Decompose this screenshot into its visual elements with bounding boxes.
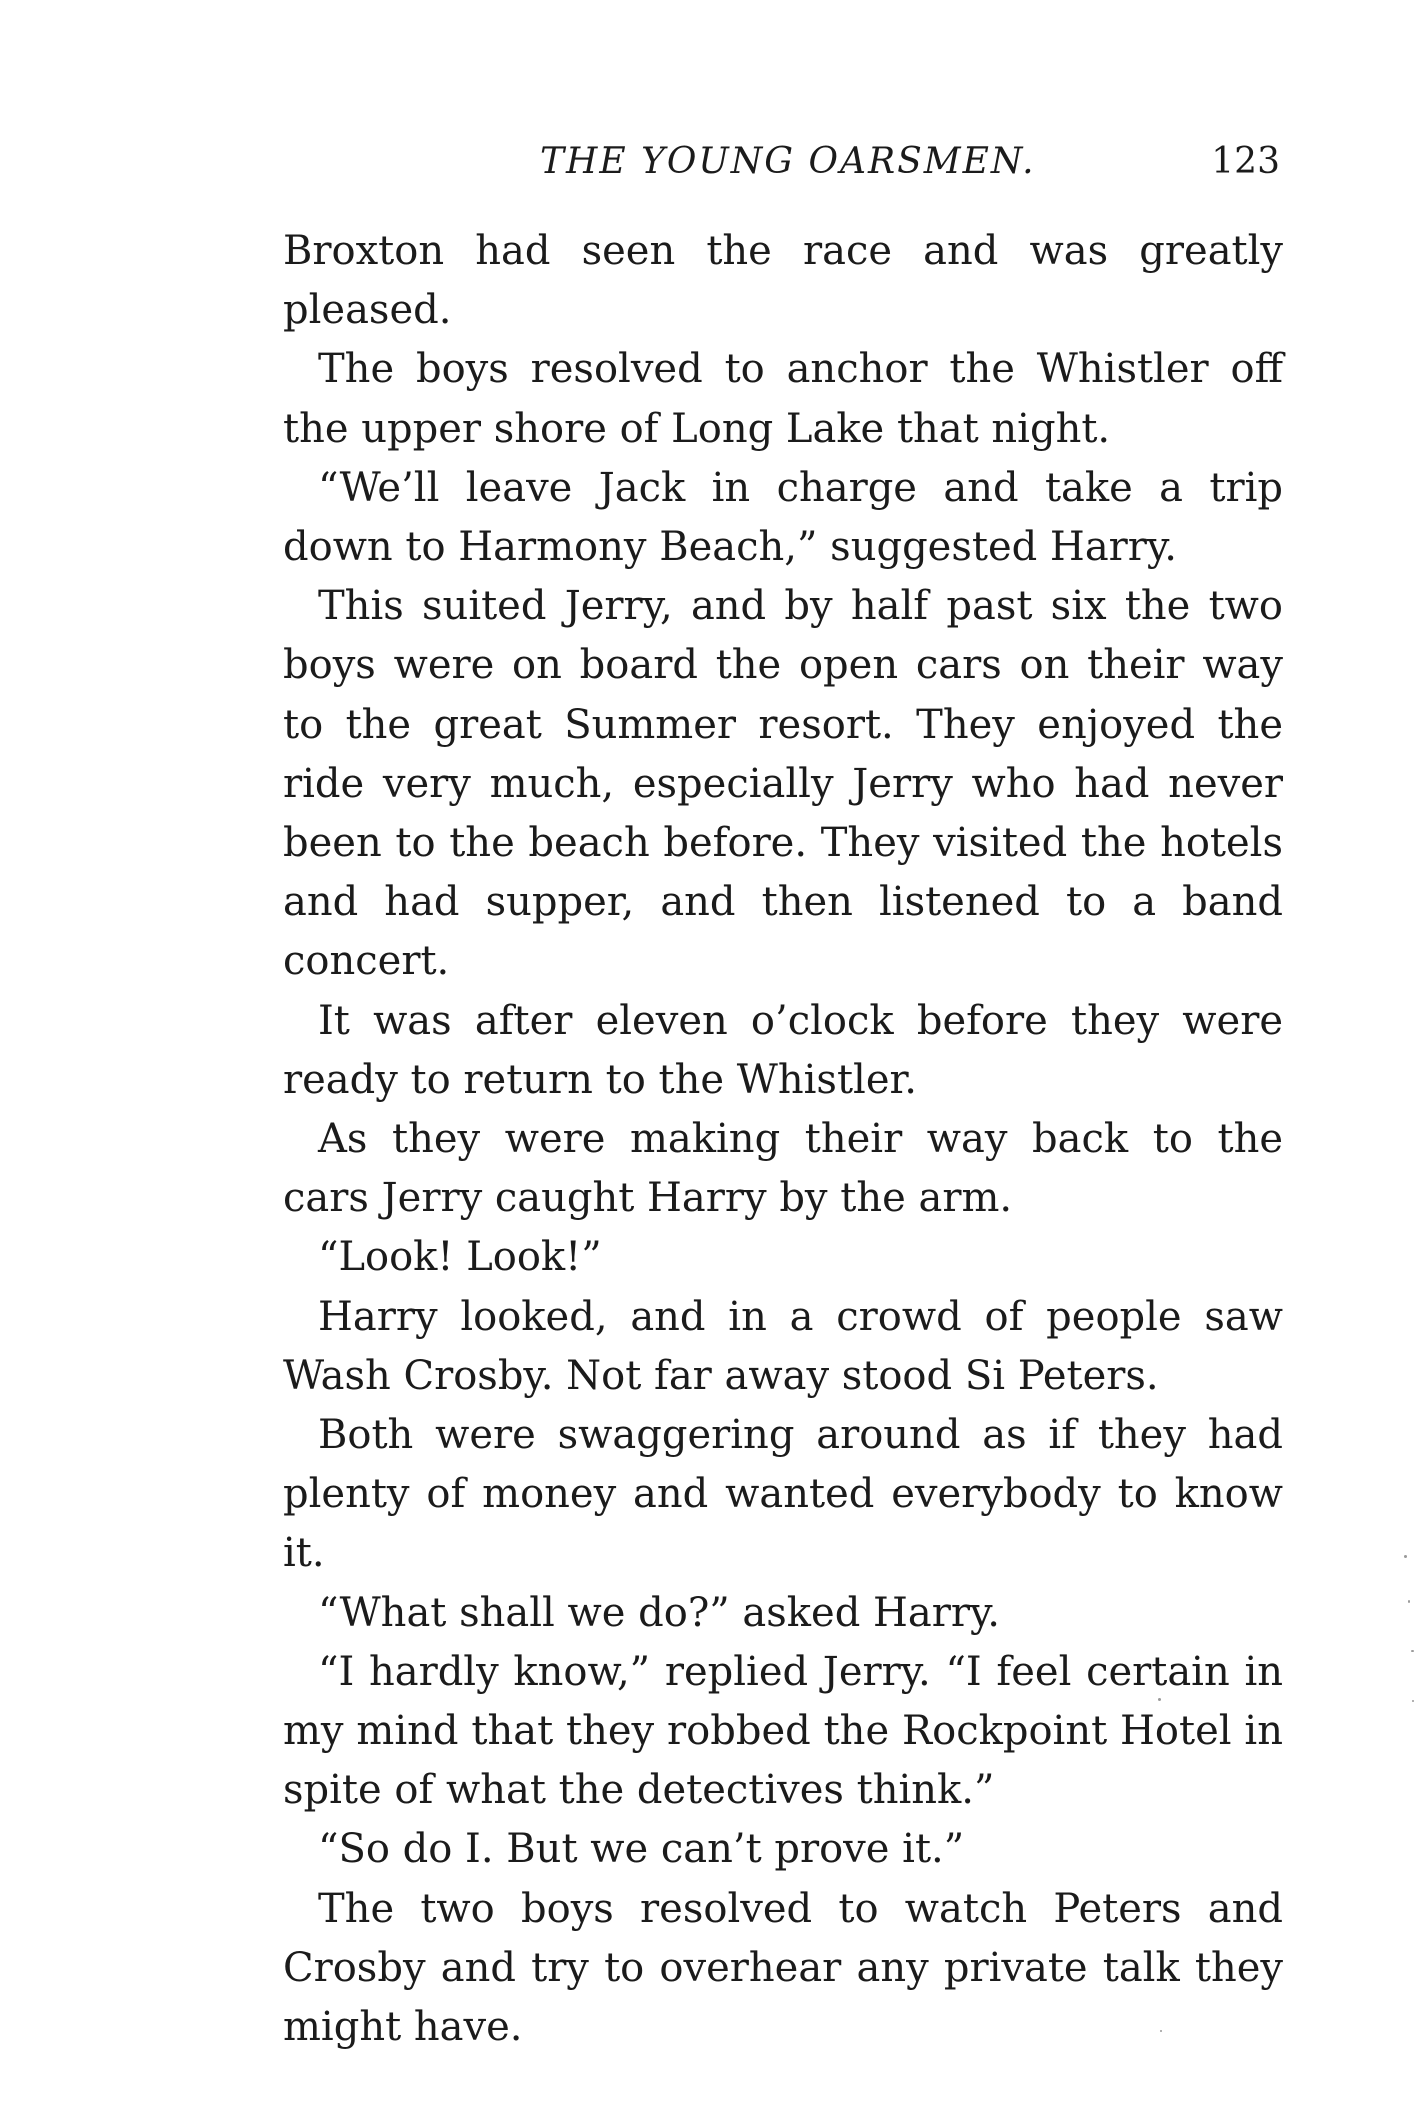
- paper-speck: [1404, 1555, 1407, 1558]
- paper-speck: [1160, 2030, 1162, 2032]
- paragraph: As they were making their way back to the cars Jerry caught Harry by the arm.: [283, 1116, 1283, 1222]
- paper-speck: [1158, 1698, 1161, 1701]
- body-text: [283, 222, 1283, 2057]
- paragraph: “Look! Look!”: [318, 1234, 602, 1281]
- paragraph: “We’ll leave Jack in charge and take a trip down to Harmony Beach,” suggested Harry.: [283, 464, 1283, 571]
- paragraph: Harry looked, and in a crowd of people saw Wash Crosby. Not far away stood Si Peters.: [283, 1293, 1283, 1399]
- paragraph: The boys resolved to anchor the Whistler off the upper shore of Long Lake that night.: [283, 346, 1283, 452]
- paper-speck: [1411, 1650, 1414, 1652]
- paper-speck: [1412, 1700, 1414, 1702]
- paragraph: It was after eleven o’clock before they were ready to return to the Whistler.: [283, 997, 1283, 1103]
- paragraph: Broxton had seen the race and was greatly pleased.: [283, 228, 1283, 334]
- paragraph: Both were swaggering around as if they had plenty of money and wanted everybody to know it.: [283, 1412, 1283, 1577]
- paragraph: “So do I. But we can’t prove it.”: [318, 1826, 965, 1873]
- paragraph: The two boys resolved to watch Peters and Crosby and try to overhear any private talk they might have.: [283, 1885, 1283, 2051]
- paragraph: “What shall we do?” asked Harry.: [318, 1589, 1001, 1636]
- page-number: 123: [1211, 141, 1280, 182]
- paper-speck: [1408, 1600, 1410, 1603]
- paragraph: This suited Jerry, and by half past six the two boys were on board the open cars on their way to the great Summer resort. They enjoyed the ride very much, especially Jerry who had never been to the beach before. They visited the hotels and had supper, and then listened to a band concert.: [283, 583, 1283, 985]
- running-head-title: THE YOUNG OARSMEN.: [540, 141, 1036, 182]
- paragraph: “I hardly know,” replied Jerry. “I feel certain in my mind that they robbed the Rockpoint Hotel in spite of what the detectives think.”: [283, 1648, 1283, 1814]
